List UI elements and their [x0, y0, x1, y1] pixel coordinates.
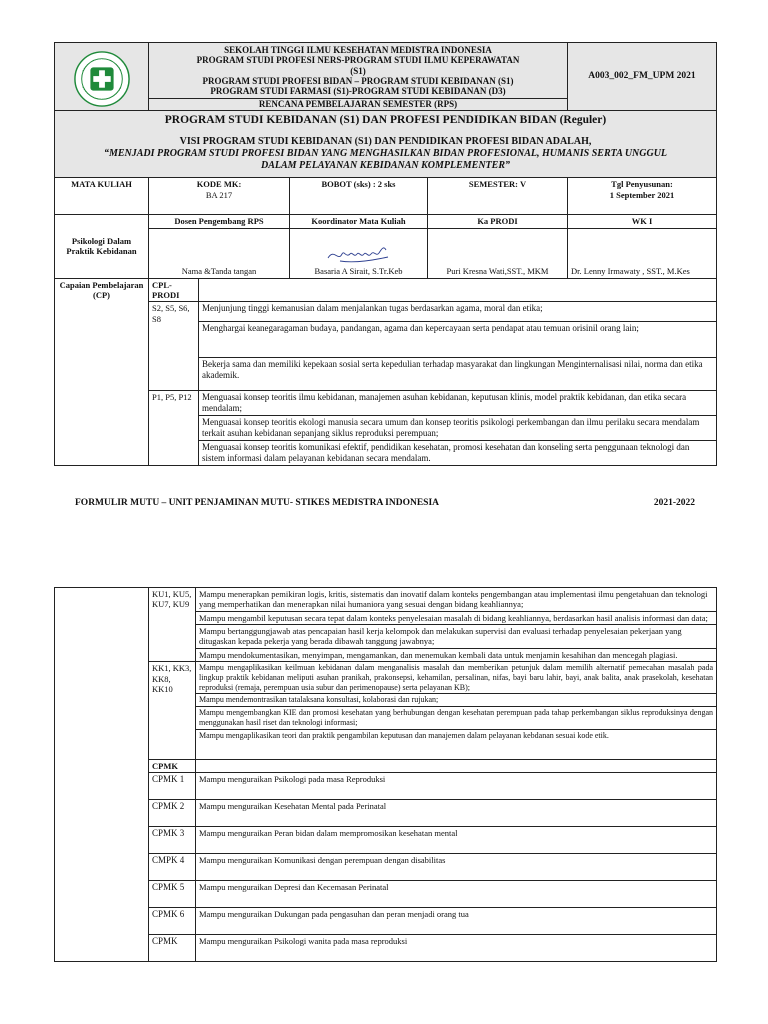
- rps-page-2: [54, 587, 717, 962]
- institution-names: [149, 43, 568, 99]
- rps-page-1: [54, 42, 717, 466]
- kk-code: KK1, KK3, KK8, KK10: [149, 662, 196, 760]
- koordinator-cell: [290, 228, 428, 278]
- mata-kuliah-label: MATA KULIAH: [55, 178, 149, 215]
- cp-label: Capaian Pembelajaran (CP): [55, 278, 149, 466]
- signature-icon: [324, 242, 394, 266]
- logo-cell: [55, 43, 149, 111]
- role-koordinator: Koordinator Mata Kuliah: [290, 215, 428, 228]
- cpl-blank: [199, 278, 717, 302]
- cpl-item: Menjunjung tinggi kemanusian dalam menjalankan tugas berdasarkan agama, moral dan etika;: [199, 302, 717, 322]
- cpmk-text: Mampu menguraikan Depresi dan Kecemasan Perinatal: [196, 881, 717, 908]
- institution-line: SEKOLAH TINGGI ILMU KESEHATAN MEDISTRA INDONESIA: [224, 45, 492, 55]
- footer-year: 2021-2022: [653, 498, 695, 508]
- cpmk-text: Mampu menguraikan Psikologi pada masa Reproduksi: [196, 773, 717, 800]
- kode-mk-value: BA 217: [205, 189, 233, 200]
- bobot-sks: BOBOT (sks) : 2 sks: [290, 178, 428, 215]
- ku-item: Mampu mendokumentasikan, menyimpan, mengamankan, dan menemukan kembali data untuk menjamin kesahihan dan mencegah plagiasi.: [196, 648, 717, 661]
- kaprodi-name: Puri Kresna Wati,SST., MKM: [428, 228, 568, 278]
- tgl-penyusunan-cell: [568, 178, 717, 215]
- koordinator-name: Basaria A Sirait, S.Tr.Keb: [314, 266, 403, 277]
- program-title: PROGRAM STUDI KEBIDANAN (S1) DAN PROFESI PENDIDIKAN BIDAN (Reguler): [164, 113, 607, 126]
- role-dosen: Dosen Pengembang RPS: [149, 215, 290, 228]
- cpmk-text: Mampu menguraikan Peran bidan dalam mempromosikan kesehatan mental: [196, 827, 717, 854]
- cpmk-code: CMPK 4: [149, 854, 196, 881]
- cpl-prodi-label: CPL-PRODI: [149, 278, 199, 302]
- cpmk-code: CPMK 3: [149, 827, 196, 854]
- institution-line: PROGRAM STUDI PROFESI NERS-PROGRAM STUDI ILMU KEPERAWATAN: [196, 55, 520, 66]
- vision-line-1: “MENJADI PROGRAM STUDI PROFESI BIDAN YANG MENGHASILKAN BIDAN PROFESIONAL, HUMANIS SERTA UNGGUL: [103, 147, 668, 159]
- cpl-item: Menghargai keanegaragaman budaya, pandangan, agama dan kepercayaan serta pendapat atau temuan orisinil orang lain;: [199, 322, 717, 358]
- cpmk-text: Mampu menguraikan Komunikasi dengan perempuan dengan disabilitas: [196, 854, 717, 881]
- footer-text: FORMULIR MUTU – UNIT PENJAMINAN MUTU- STIKES MEDISTRA INDONESIA: [75, 498, 440, 508]
- cpmk-code: CPMK: [149, 935, 196, 962]
- ku-item: Mampu menerapkan pemikiran logis, kritis, sistematis dan inovatif dalam konteks pengembangan atau implementasi ilmu pengetahuan dan teknologi yang memperhatikan dan menerapkan nilai humaniora yang sesuai dengan bidang keahliannya;: [196, 588, 717, 612]
- institution-logo-icon: [73, 50, 131, 108]
- cpmk-code: CPMK 2: [149, 800, 196, 827]
- cpmk-text: Mampu menguraikan Psikologi wanita pada masa reproduksi: [196, 935, 717, 962]
- role-wk: WK I: [568, 215, 717, 228]
- cpmk-text: Mampu menguraikan Dukungan pada pengasuhan dan peran menjadi orang tua: [196, 908, 717, 935]
- cpl-code: S2, S5, S6, S8: [149, 302, 199, 391]
- kode-mk-label: KODE MK:: [196, 179, 242, 190]
- cpl-item: Bekerja sama dan memiliki kepekaan sosial serta kepedulian terhadap masyarakat dan lingkungan Menginternalisasi nilai, norma dan etika akademik.: [199, 358, 717, 391]
- cpmk-header-blank: [196, 759, 717, 772]
- cpmk-code: CPMK 6: [149, 908, 196, 935]
- program-vision-block: [55, 110, 717, 178]
- rps-title: RENCANA PEMBELAJARAN SEMESTER (RPS): [149, 98, 568, 110]
- kk-item: Mampu mendemontrasikan tatalaksana konsultasi, kolaborasi dan rujukan;: [196, 694, 717, 707]
- ku-item: Mampu mengambil keputusan secara tepat dalam konteks penyelesaian masalah di bidang keahliannya, berdasarkan hasil analisis informasi dan data;: [196, 611, 717, 624]
- cp-label-continued: [55, 588, 149, 962]
- institution-line: PROGRAM STUDI PROFESI BIDAN – PROGRAM STUDI KEBIDANAN (S1): [202, 76, 514, 87]
- cpmk-code: CPMK 5: [149, 881, 196, 908]
- institution-line: (S1): [350, 65, 366, 76]
- tgl-penyusunan-label: Tgl Penyusunan:: [611, 179, 673, 190]
- document-code: A003_002_FM_UPM 2021: [568, 43, 717, 111]
- kk-item: Mampu mengembangkan KIE dan promosi kesehatan yang berhubungan dengan kesehatan perempuan pada tahap perkembangan siklus reproduksinya dengan menggunakan hasil riset dan teknologi informasi;: [196, 707, 717, 730]
- wk-name: Dr. Lenny Irmawaty , SST., M.Kes: [568, 228, 717, 278]
- kk-item: Mampu mengaplikasikan teori dan praktik pengambilan keputusan dan manajemen dalam pelayanan kebdanan sesuai kode etik.: [196, 729, 717, 759]
- course-name: Psikologi Dalam Praktik Kebidanan: [55, 215, 149, 278]
- cpl-code: P1, P5, P12: [149, 391, 199, 466]
- cpl-item: Menguasai konsep teoritis ekologi manusia secara umum dan konsep teoritis psikologi perkembangan dan ilmu perilaku secara mendalam terkait asuhan kebidanan sepanjang siklus reproduksi perempuan;: [199, 416, 717, 441]
- cpmk-text: Mampu menguraikan Kesehatan Mental pada Perinatal: [196, 800, 717, 827]
- institution-line: PROGRAM STUDI FARMASI (S1)-PROGRAM STUDI KEBIDANAN (D3): [210, 86, 506, 97]
- ku-code: KU1, KU5, KU7, KU9: [149, 588, 196, 662]
- role-kaprodi: Ka PRODI: [428, 215, 568, 228]
- dosen-name: Nama &Tanda tangan: [149, 228, 290, 278]
- page-footer: [75, 498, 695, 508]
- cpmk-label: CPMK: [149, 759, 196, 772]
- ku-item: Mampu bertanggungjawab atas pencapaian hasil kerja kelompok dan melakukan supervisi dan evaluasi terhadap penyelesaian pekerjaan yang ditugaskan kepada pekerja yang berada dibawah tanggung jawabnya;: [196, 625, 717, 649]
- cpl-item: Menguasai konsep teoritis ilmu kebidanan, manajemen asuhan kebidanan, keputusan klinis, model praktik kebidanan, dan etika secara mendalam;: [199, 391, 717, 416]
- semester: SEMESTER: V: [428, 178, 568, 215]
- tgl-penyusunan-value: 1 September 2021: [609, 189, 675, 200]
- vision-title: VISI PROGRAM STUDI KEBIDANAN (S1) DAN PENDIDIKAN PROFESI BIDAN ADALAH,: [179, 135, 592, 147]
- cpmk-code: CPMK 1: [149, 773, 196, 800]
- vision-line-2: DALAM PELAYANAN KEBIDANAN KOMPLEMENTER”: [260, 160, 511, 172]
- cpl-item: Menguasai konsep teoritis komunikasi efektif, pendidikan kesehatan, promosi kesehatan dan konseling serta penggunaan teknologi dan sistem informasi dalam pelayanan kebidanan secara mendalam.: [199, 441, 717, 466]
- kk-item: Mampu mengaplikasikan keilmuan kebidanan dalam menganalisis masalah dan memberikan petunjuk dalam memilih alternatif pemecahan masalah pada lingkup praktik kebidanan meliputi asuhan pranikah, prakonsepsi, kehamilan, persalinan, nifas, bayi baru lahir, bayi, anak balita, anak prasekolah, kesehatan reproduksi (remaja, perempuan usia subur dan perimenopause) serta pelayanan KB);: [196, 662, 717, 694]
- kode-mk-cell: [149, 178, 290, 215]
